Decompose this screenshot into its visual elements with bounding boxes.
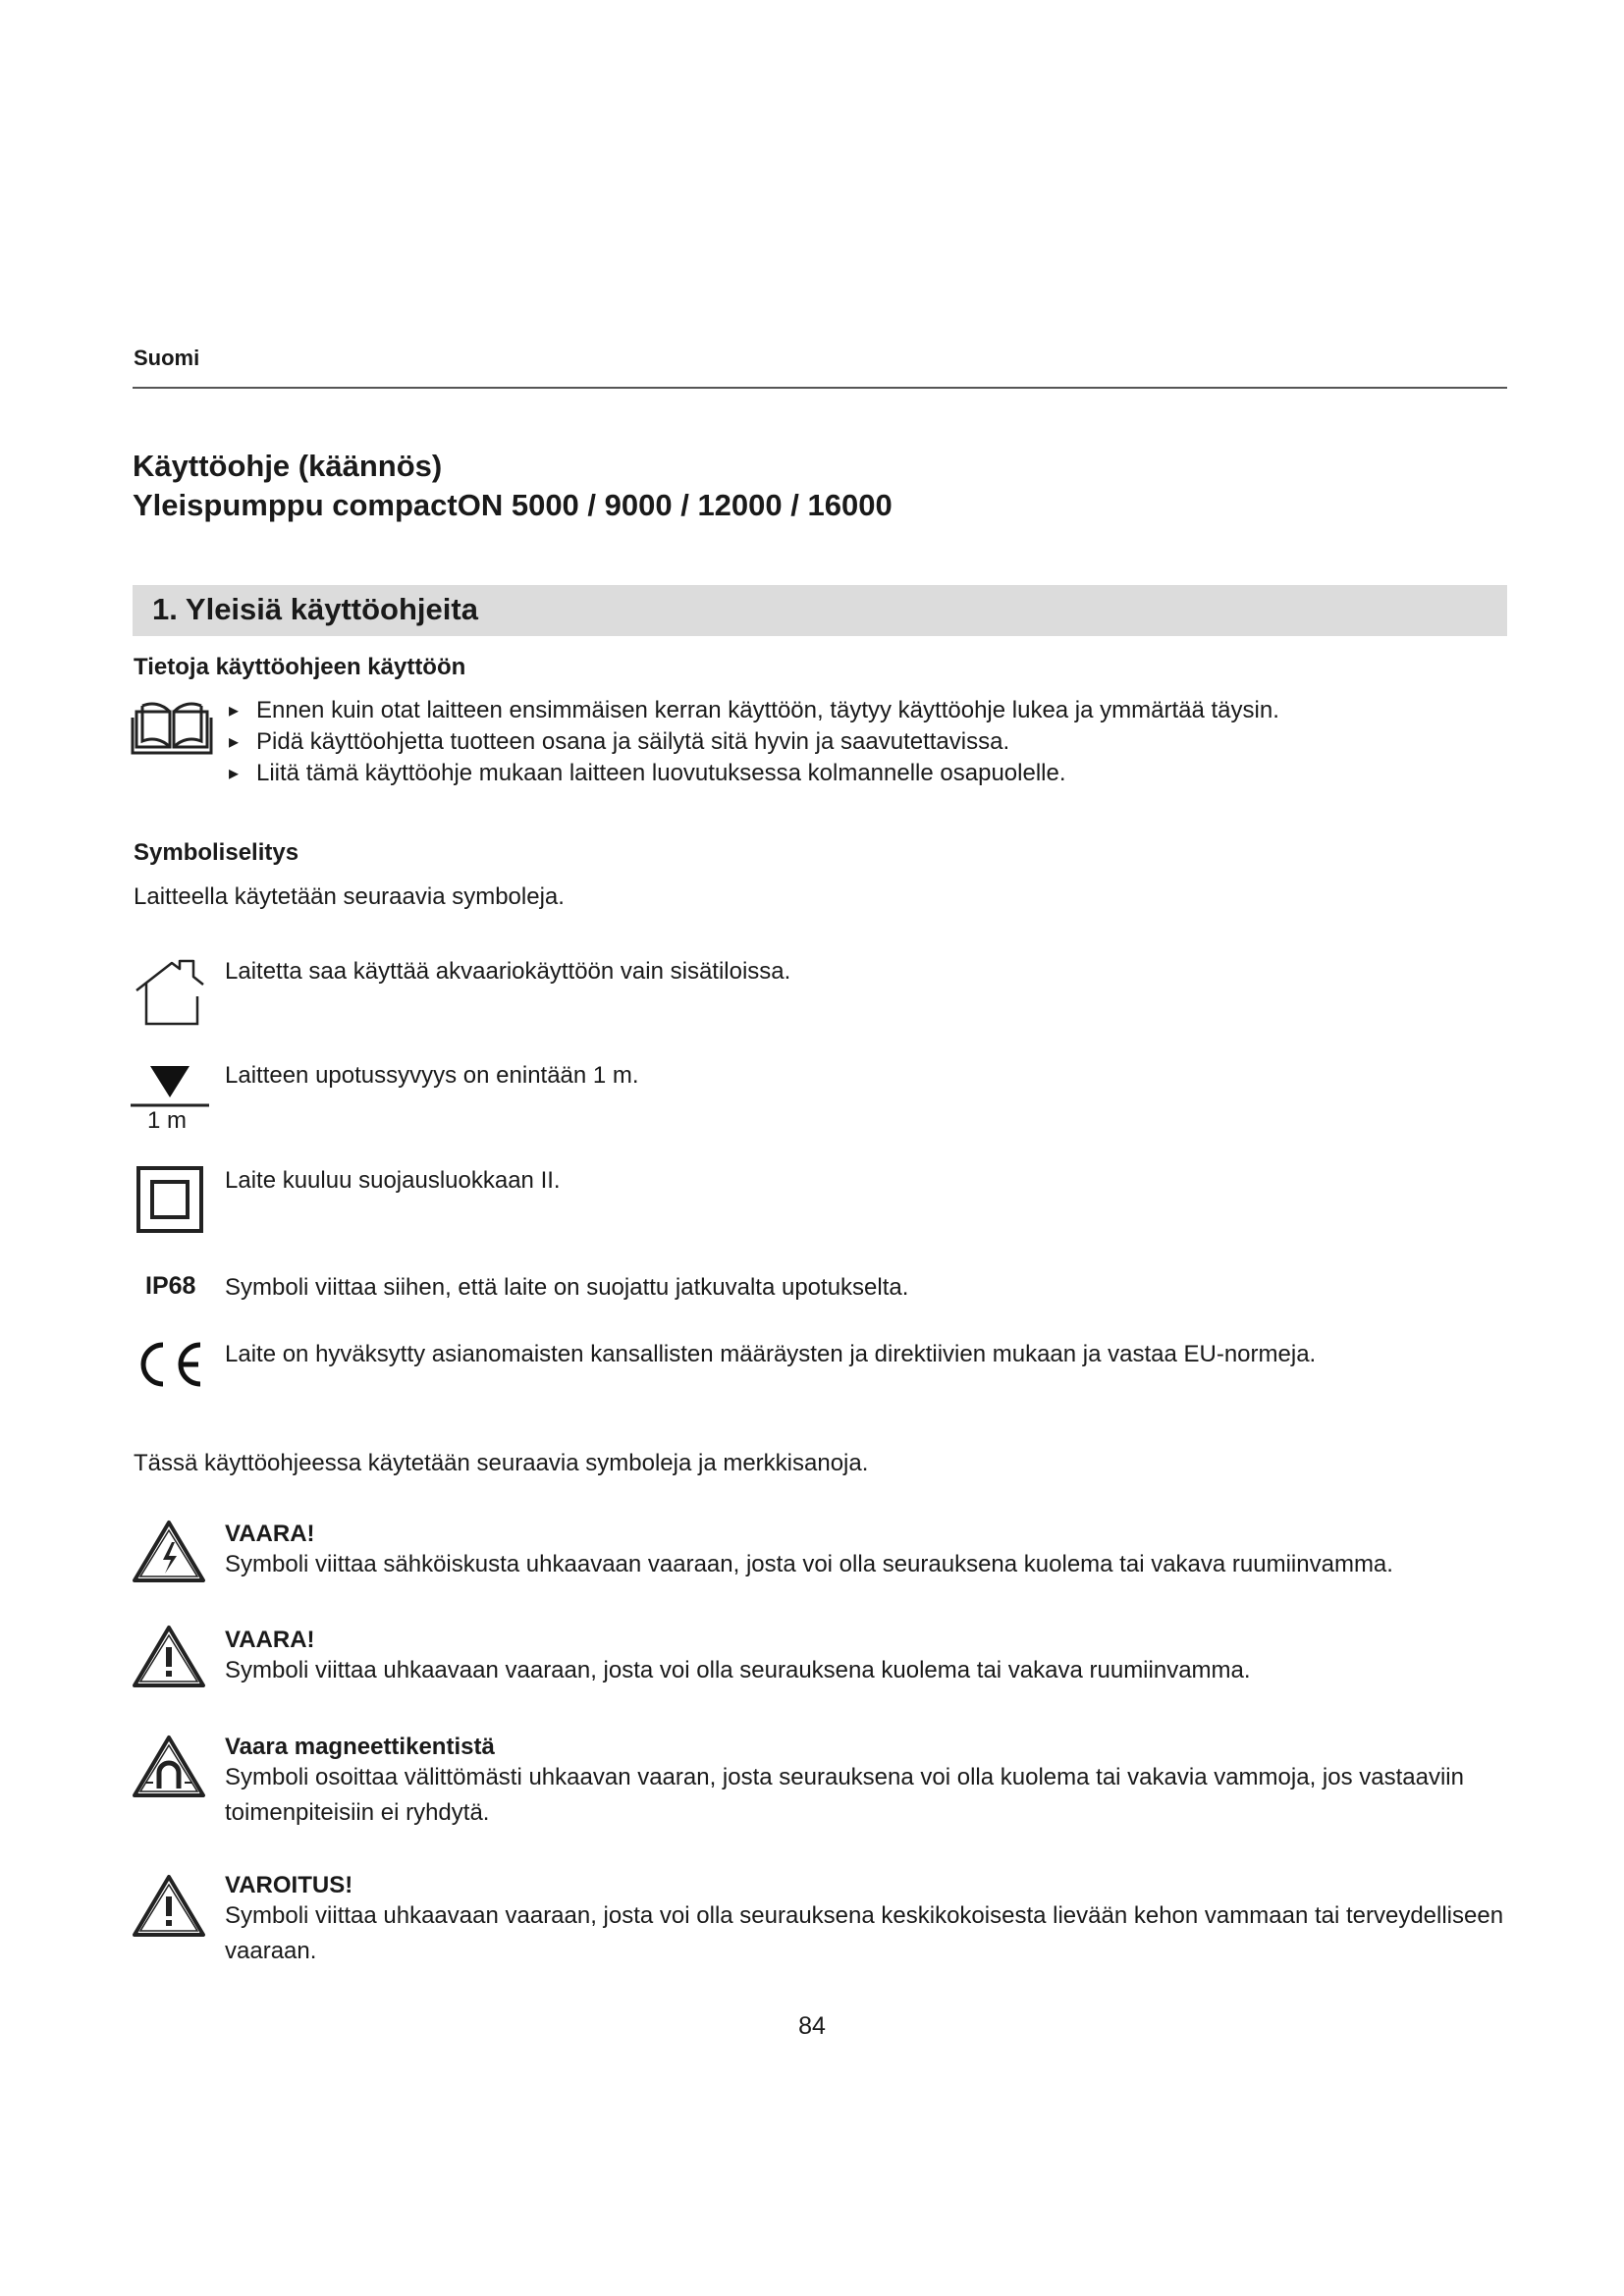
warning-title-caution: VAROITUS!: [225, 1872, 353, 1898]
symbol-text-depth: Laitteen upotussyvyys on enintään 1 m.: [225, 1062, 639, 1089]
list-item: ▸ Pidä käyttöohjetta tuotteen osana ja säilytä sitä hyvin ja saavutettavissa.: [229, 726, 1279, 758]
book-icon: [131, 698, 213, 757]
general-warning-icon: [132, 1624, 206, 1688]
symbols-intro: Laitteella käytetään seuraavia symboleja.: [134, 883, 565, 910]
submersion-depth-label: 1 m: [147, 1107, 188, 1134]
warning-title-magnetic: Vaara magneettikentistä: [225, 1734, 495, 1760]
symbol-text-protection: Laite kuuluu suojausluokkaan II.: [225, 1167, 561, 1194]
manual-info-bullets: [229, 695, 1279, 789]
warning-title-general: VAARA!: [225, 1627, 315, 1653]
list-item: ▸ Liitä tämä käyttöohje mukaan laitteen luovutuksessa kolmannelle osapuolelle.: [229, 758, 1279, 789]
electric-hazard-icon: [132, 1519, 206, 1583]
symbols-heading: Symboliselitys: [134, 839, 299, 866]
indoor-house-icon: [133, 957, 207, 1028]
symbol-text-ce: Laite on hyväksytty asianomaisten kansallisten määräysten ja direktiivien mukaan ja vastaa EU-normeja.: [225, 1341, 1317, 1367]
list-item: ▸ Ennen kuin otat laitteen ensimmäisen kerran käyttöön, täytyy käyttöohje lukea ja ymmärtää täysin.: [229, 695, 1279, 726]
warning-text-electric: Symboli viittaa sähköiskusta uhkaavaan vaaraan, josta voi olla seurauksena kuolema tai vakava ruumiinvamma.: [225, 1551, 1393, 1577]
language-label: Suomi: [134, 346, 200, 370]
ce-mark-icon: [132, 1337, 206, 1392]
title-line-2: Yleispumppu compactON 5000 / 9000 / 12000 / 16000: [133, 488, 893, 522]
manual-info-heading: Tietoja käyttöohjeen käyttöön: [134, 654, 466, 680]
general-warning-icon: [132, 1873, 206, 1938]
section-heading: 1. Yleisiä käyttöohjeita: [152, 592, 478, 626]
symbol-text-indoor: Laitetta saa käyttää akvaariokäyttöön vain sisätiloissa.: [225, 958, 791, 985]
protection-class-2-icon: [135, 1165, 204, 1234]
warning-title-electric: VAARA!: [225, 1521, 315, 1547]
header-rule: [133, 387, 1507, 389]
title-line-1: Käyttöohje (käännös): [133, 449, 443, 483]
warning-text-magnetic: Symboli osoittaa välittömästi uhkaavan vaaran, josta seurauksena voi olla kuolema tai vakavia vammoja, jos vastaaviin toimenpiteisiin ei ryhdytä.: [225, 1764, 1464, 1826]
ip68-label: IP68: [145, 1272, 196, 1300]
document-title: [133, 447, 893, 525]
page-number: 84: [798, 2012, 826, 2040]
symbol-text-ip68: Symboli viittaa siihen, että laite on suojattu jatkuvalta upotukselta.: [225, 1274, 909, 1301]
warning-text-general: Symboli viittaa uhkaavaan vaaraan, josta voi olla seurauksena kuolema tai vakava ruumiinvamma.: [225, 1657, 1251, 1683]
magnetic-field-icon: [132, 1734, 206, 1798]
warning-text-caution: Symboli viittaa uhkaavaan vaaraan, josta voi olla seurauksena keskikokoisesta lievään kehon vammaan tai terveydelliseen vaaraan.: [225, 1902, 1504, 1964]
manual-symbols-intro: Tässä käyttöohjeessa käytetään seuraavia symboleja ja merkkisanoja.: [134, 1450, 869, 1476]
